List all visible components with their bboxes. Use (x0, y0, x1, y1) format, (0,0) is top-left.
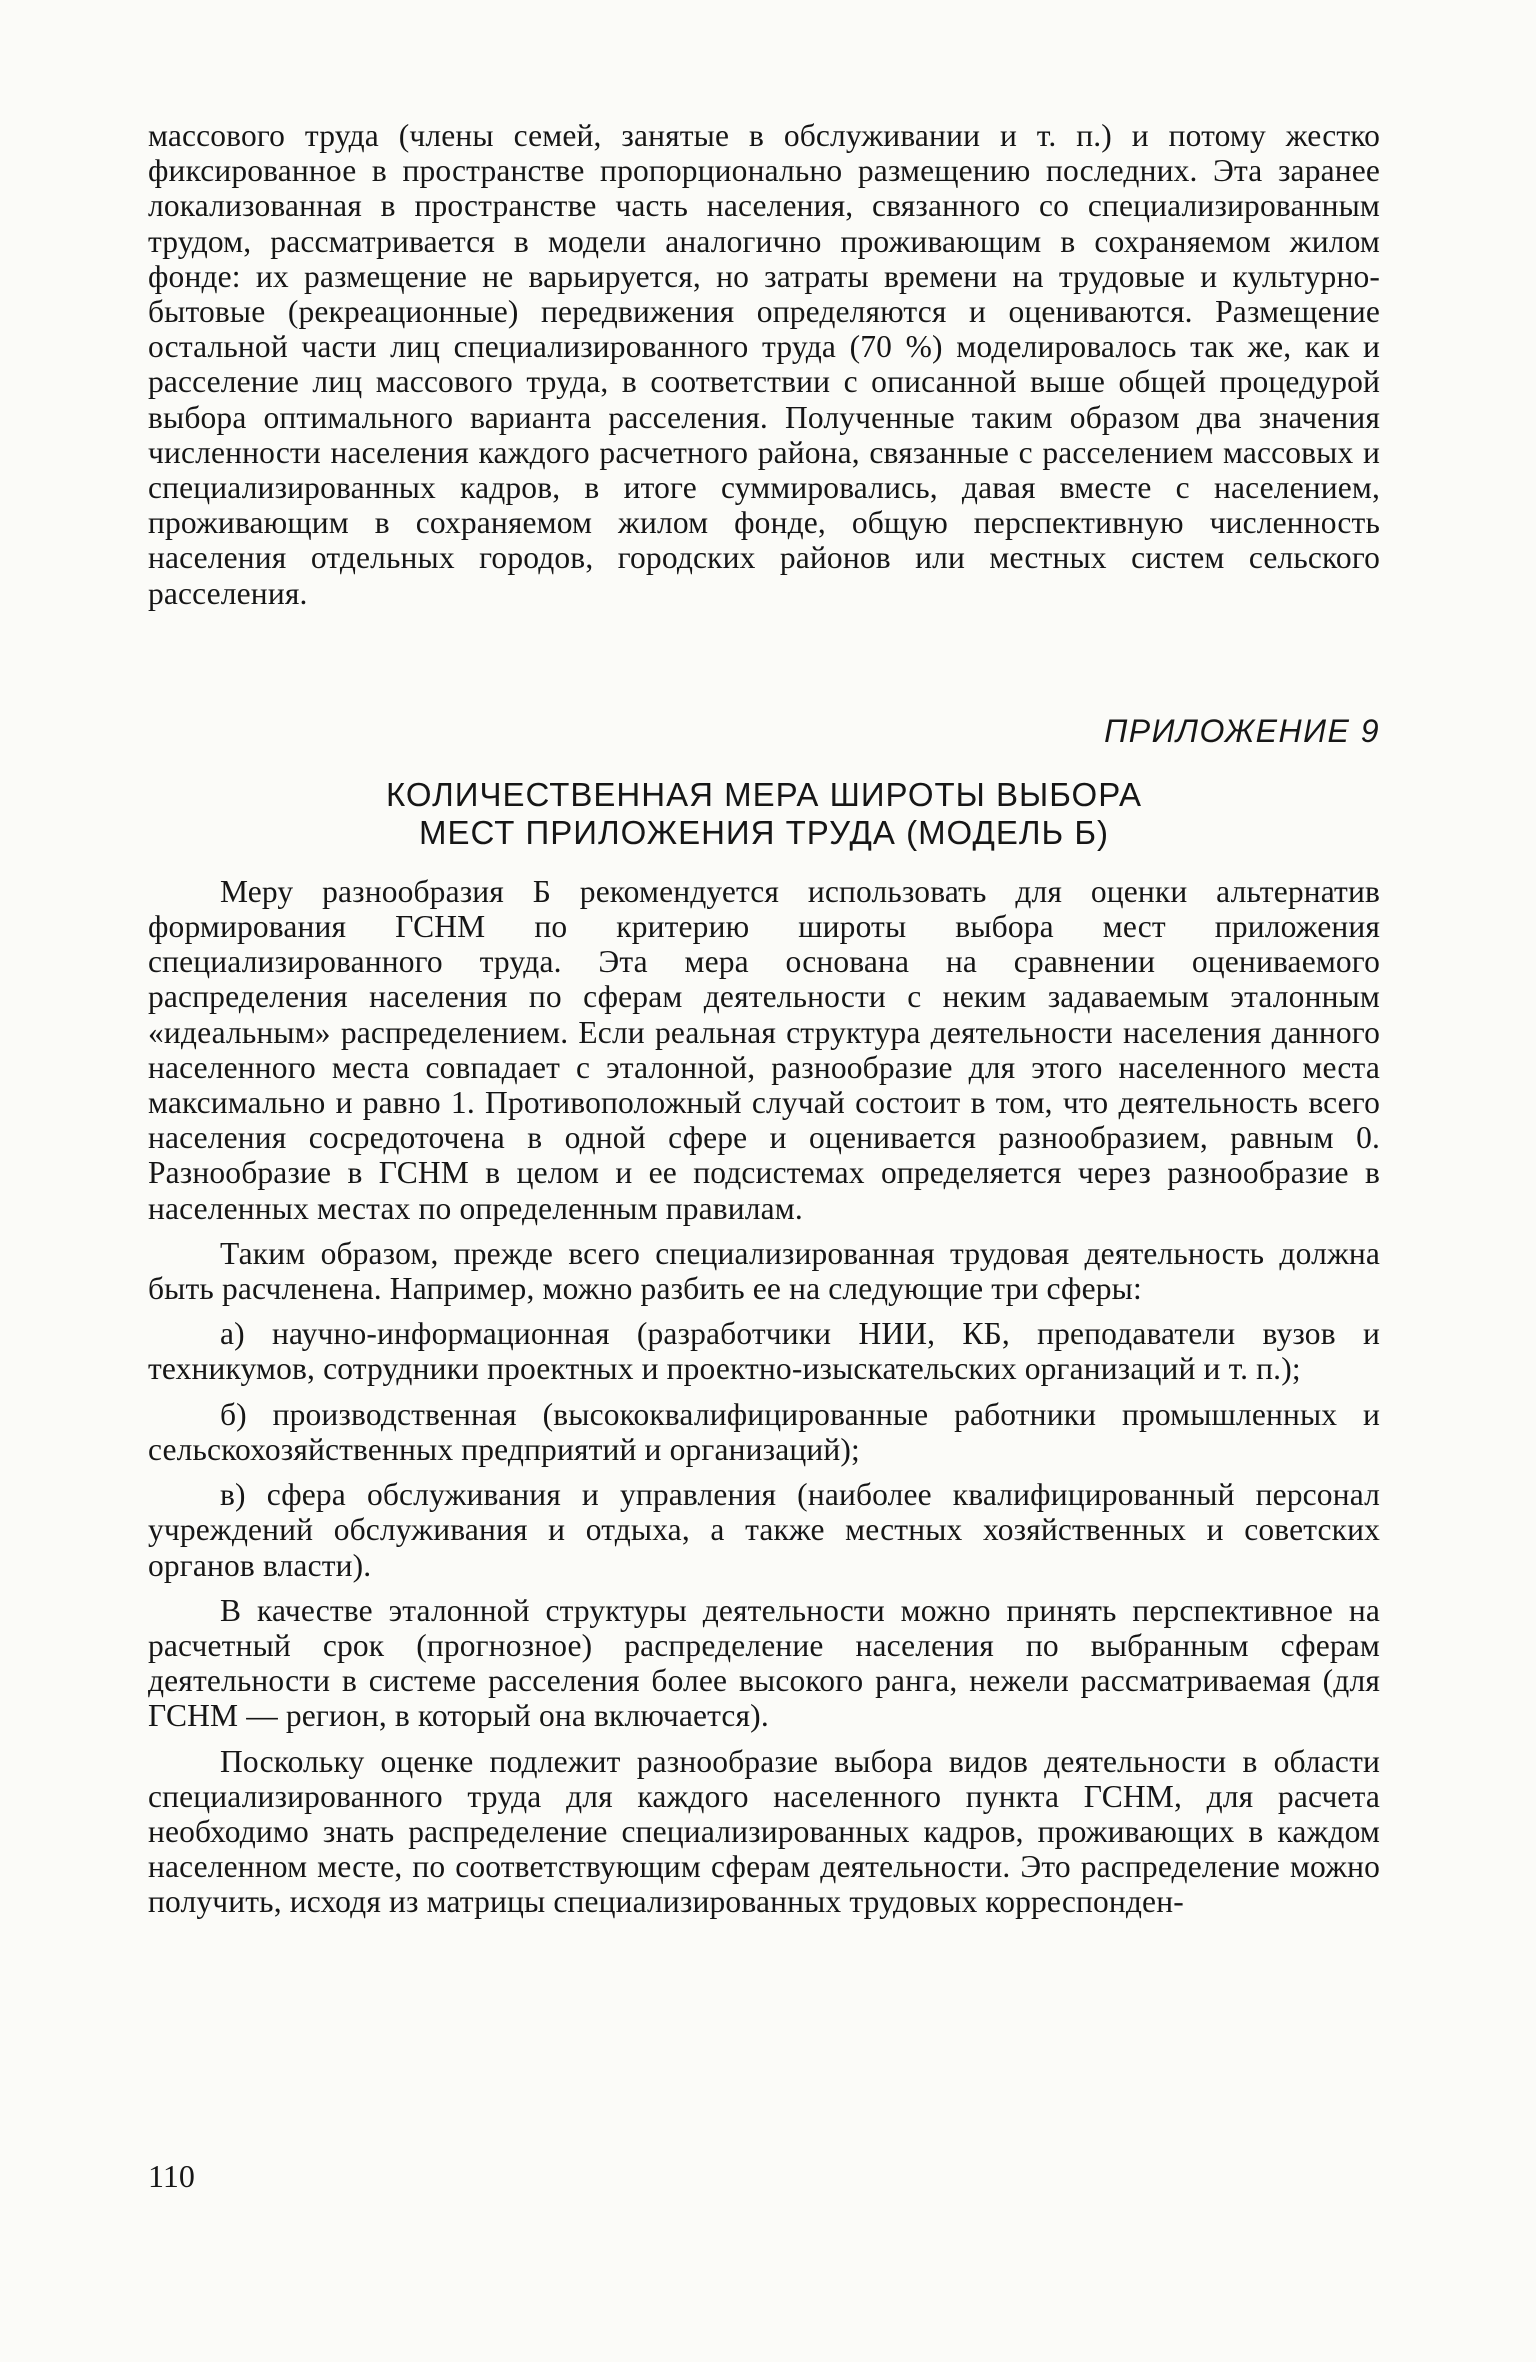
body-paragraph: Меру разнообразия Б рекомендуется использовать для оценки альтернатив формирования ГСНМ по критерию широты выбора мест приложения специализированного труда. Эта мера основана на сравнении оцениваемого распределения населения по сферам деятельности с неким задаваемым эталонным «идеальным» распределением. Если реальная структура деятельности населения данного населенного места совпадает с эталонной, разнообразие для этого населенного места максимально и равно 1. Противоположный случай состоит в том, что деятельность всего населения сосредоточена в одной сфере и оценивается разнообразием, равным 0. Разнообразие в ГСНМ в целом и ее подсистемах определяется через разнообразие в населенных местах по определенным правилам. (148, 873, 1380, 1226)
page-number: 110 (148, 2158, 195, 2194)
heading-line-1: КОЛИЧЕСТВЕННАЯ МЕРА ШИРОТЫ ВЫБОРА (385, 775, 1143, 813)
continuation-paragraph: массового труда (члены семей, занятые в обслуживании и т. п.) и потому жестко фиксированное в пространстве пропорционально размещению последних. Эта заранее локализованная в пространстве часть населения, связанного со специализированным трудом, рассматривается в модели аналогично проживающим в сохраняемом жилом фонде: их размещение не варьируется, но затраты времени на трудовые и культурно-бытовые (рекреационные) передвижения определяются и оцениваются. Размещение остальной части лиц специализированного труда (70 %) моделировалось так же, как и расселение лиц массового труда, в соответствии с описанной выше общей процедурой выбора оптимального варианта расселения. Полученные таким образом два значения численности населения каждого расчетного района, связанные с расселением массовых и специализированных кадров, в итоге суммировались, давая вместе с населением, проживающим в сохраняемом жилом фонде, общую перспективную численность населения отдельных городов, городских районов или местных систем сельского расселения. (148, 118, 1380, 611)
body-paragraph: В качестве эталонной структуры деятельности можно принять перспективное на расчетный срок (прогнозное) распределение населения по выбранным сферам деятельности в системе расселения более высокого ранга, нежели рассматриваемая (для ГСНМ — регион, в который она включается). (148, 1592, 1380, 1734)
section-heading (148, 776, 1380, 852)
page-body (148, 118, 1380, 1920)
list-item-b: б) производственная (высококвалифицированные работники промышленных и сельскохозяйственных предприятий и организаций); (148, 1396, 1380, 1467)
appendix-label: ПРИЛОЖЕНИЕ 9 (1104, 712, 1380, 749)
list-item-c: в) сфера обслуживания и управления (наиболее квалифицированный персонал учреждений обслуживания и отдыха, а также местных хозяйственных и советских органов власти). (148, 1477, 1380, 1583)
body-paragraph: Поскольку оценке подлежит разнообразие выбора видов деятельности в области специализированного труда для каждого населенного пункта ГСНМ, для расчета необходимо знать распределение специализированных кадров, проживающих в каждом населенном месте, по соответствующим сферам деятельности. Это распределение можно получить, исходя из матрицы специализированных трудовых корреспонден- (148, 1743, 1380, 1920)
list-item-a: а) научно-информационная (разработчики НИИ, КБ, преподаватели вузов и техникумов, сотрудники проектных и проектно-изыскательских организаций и т. п.); (148, 1316, 1380, 1387)
body-paragraph: Таким образом, прежде всего специализированная трудовая деятельность должна быть расчленена. Например, можно разбить ее на следующие три сферы: (148, 1235, 1380, 1307)
heading-line-2: МЕСТ ПРИЛОЖЕНИЯ ТРУДА (МОДЕЛЬ Б) (418, 813, 1109, 851)
